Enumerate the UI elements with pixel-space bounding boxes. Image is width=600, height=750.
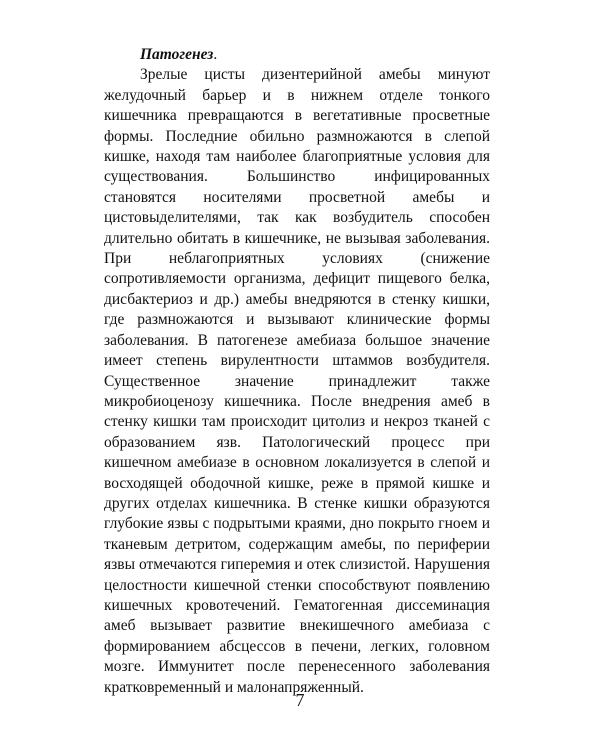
section-heading-line xyxy=(104,45,490,65)
text-block xyxy=(104,45,490,698)
body-paragraph: Зрелые цисты дизентерийной амебы минуют желудочный барьер и в нижнем отделе тонкого кишечника превращаются в вегетативные просветные формы. Последние обильно размножаются в слепой кишке, находя там наиболее благоприятные условия для существования. Большинство инфицированных становятся носителями просветной амебы и цистовыделителями, так как возбудитель способен длительно обитать в кишечнике, не вызывая заболевания. При неблагоприятных условиях (снижение сопротивляемости организма, дефицит пищевого белка, дисбактериоз и др.) амебы внедряются в стенку кишки, где размножаются и вызывают клинические формы заболевания. В патогенезе амебиаза большое значение имеет степень вирулентности штаммов возбудителя. Существенное значение принадлежит также микробиоценозу кишечника. После внедрения амеб в стенку кишки там происходит цитолиз и некроз тканей с образованием язв. Патологический процесс при кишечном амебиазе в основном локализуется в слепой и восходящей ободочной кишке, реже в прямой кишке и других отделах кишечника. В стенке кишки образуются глубокие язвы с подрытыми краями, дно покрыто гноем и тканевым детритом, содержащим амебы, по периферии язвы отмечаются гиперемия и отек слизистой. Нарушения целостности кишечной стенки способствуют появлению кишечных кровотечений. Гематогенная диссеминация амеб вызывает развитие внекишечного амебиаза с формированием абсцессов в печени, легких, головном мозге. Иммунитет после перенесенного заболевания кратковременный и малонапряженный. xyxy=(104,66,490,696)
section-heading: Патогенез xyxy=(140,46,214,63)
section-heading-punct: . xyxy=(213,46,218,63)
page-number: 7 xyxy=(295,690,305,710)
